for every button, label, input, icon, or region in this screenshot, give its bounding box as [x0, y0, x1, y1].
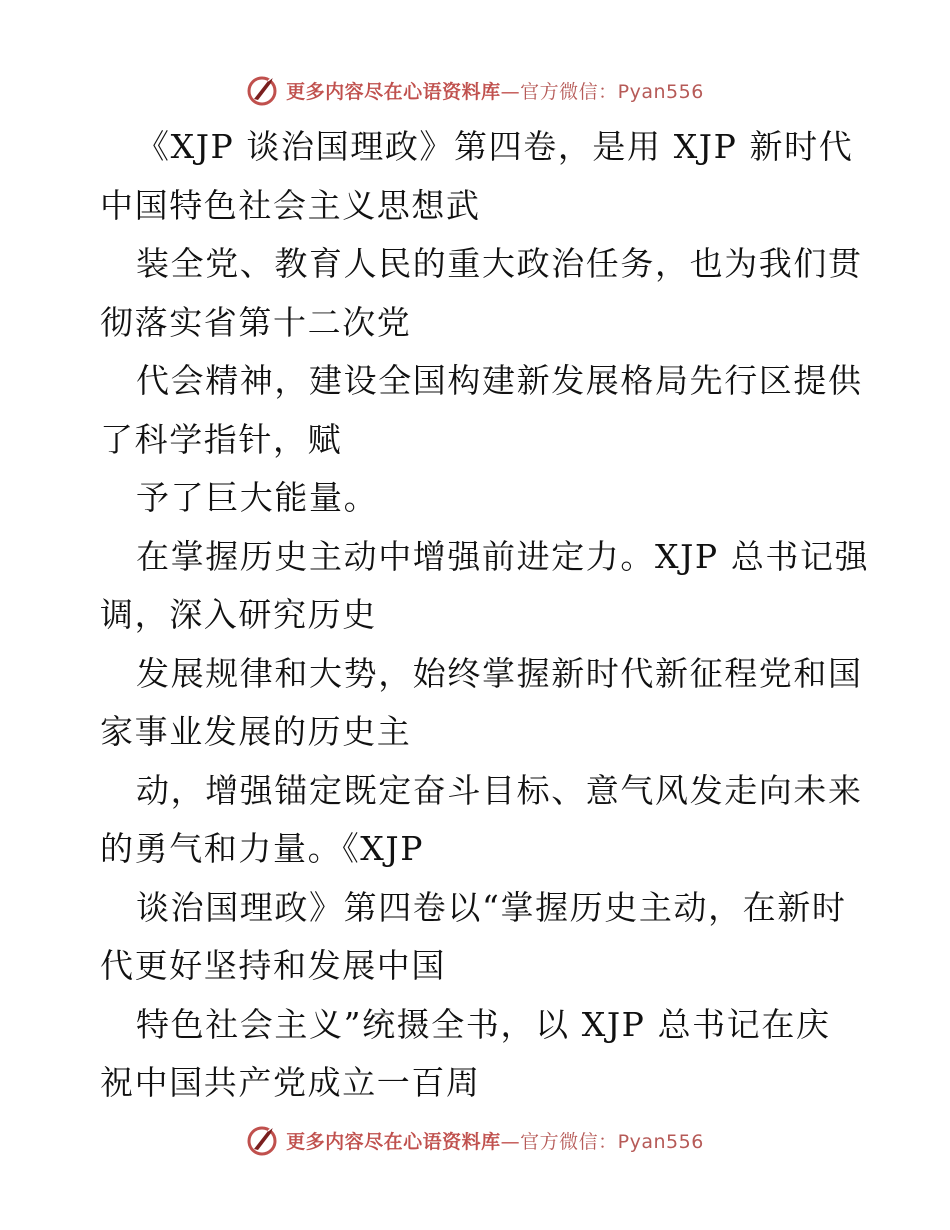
text-line: 家事业发展的历史主: [100, 712, 412, 751]
text-line: 动，增强锚定既定奋斗目标、意气风发走向未来: [136, 770, 863, 810]
text-line: 发展规律和大势，始终掌握新时代新征程党和国: [136, 653, 863, 693]
document-body: [100, 118, 870, 1113]
banner-text: [286, 1127, 704, 1154]
text-line: 《XJP 谈治国理政》第四卷，是用 XJP 新时代: [136, 127, 854, 166]
footer-banner: [0, 1120, 950, 1160]
text-line: 中国特色社会主义思想武: [100, 185, 481, 225]
banner-account-text: 官方微信：Pyan556: [520, 80, 704, 103]
text-line: 调，深入研究历史: [100, 595, 377, 634]
header-banner: [0, 70, 950, 110]
text-line: 予了巨大能量。: [136, 478, 379, 517]
text-line: 装全党、教育人民的重大政治任务，也为我们贯: [136, 244, 863, 283]
banner-text: [286, 77, 704, 104]
text-line: 代更好坚持和发展中国: [100, 946, 446, 985]
text-line: 彻落实省第十二次党: [100, 302, 412, 342]
quill-pen-logo-icon: [246, 73, 280, 107]
banner-account-text: 官方微信：Pyan556: [520, 1130, 704, 1153]
quill-pen-logo-icon: [246, 1123, 280, 1157]
banner-separator: —: [500, 80, 521, 103]
text-line: 在掌握历史主动中增强前进定力。XJP 总书记强: [136, 536, 870, 576]
banner-separator: —: [500, 1130, 521, 1153]
text-line: 特色社会主义”统摄全书，以 XJP 总书记在庆: [136, 1004, 831, 1044]
text-line: 了科学指针，赋: [100, 419, 343, 459]
text-line: 代会精神，建设全国构建新发展格局先行区提供: [136, 361, 863, 400]
text-line: 祝中国共产党成立一百周: [100, 1063, 481, 1102]
banner-main-text: 更多内容尽在心语资料库: [286, 80, 501, 103]
text-line: 的勇气和力量。《XJP: [100, 829, 425, 868]
banner-main-text: 更多内容尽在心语资料库: [286, 1130, 501, 1153]
text-line: 谈治国理政》第四卷以“掌握历史主动，在新时: [136, 887, 847, 927]
